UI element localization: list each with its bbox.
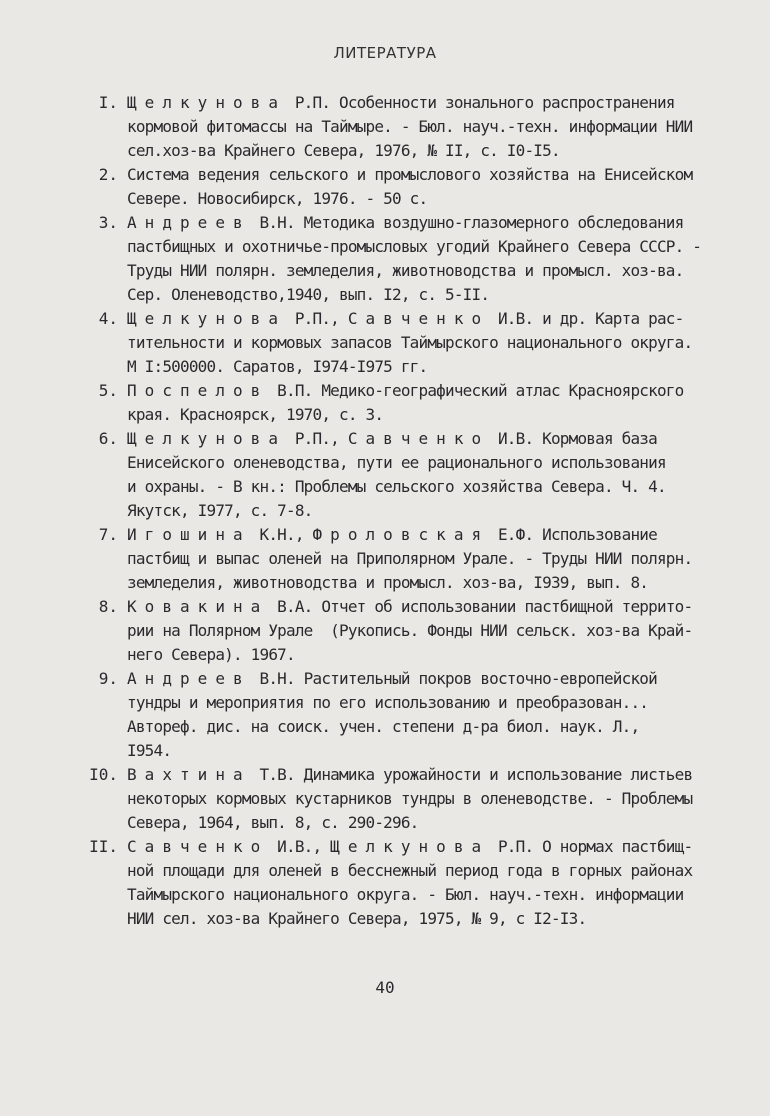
reference-item: [0, 211, 770, 307]
reference-line: В а х т и н а Т.В. Динамика урожайности и использование листьев: [127, 765, 693, 784]
reference-item: [0, 523, 770, 595]
reference-text: [127, 763, 759, 835]
reference-line: I954.: [127, 741, 172, 760]
reference-item: [0, 379, 770, 427]
reference-text: [127, 667, 759, 763]
reference-item: [0, 91, 770, 163]
reference-text: [127, 163, 759, 211]
reference-line: М I:500000. Саратов, I974-I975 гг.: [127, 357, 428, 376]
reference-line: С а в ч е н к о И.В., Щ е л к у н о в а Р.П. О нормах пастбищ-: [127, 837, 693, 856]
reference-number: 3.: [98, 213, 118, 232]
reference-line: А н д р е е в В.Н. Методика воздушно-глазомерного обследования: [127, 213, 684, 232]
reference-number: 8.: [98, 597, 118, 616]
reference-item: [0, 427, 770, 523]
reference-text: [127, 427, 759, 523]
reference-line: И г о ш и н а К.Н., Ф р о л о в с к а я Е.Ф. Использование: [127, 525, 657, 544]
reference-text: [127, 523, 759, 595]
reference-number: 2.: [98, 165, 118, 184]
reference-item: [0, 595, 770, 667]
reference-text: [127, 307, 759, 379]
reference-line: тительности и кормовых запасов Таймырского национального округа.: [127, 333, 693, 352]
reference-number: 9.: [98, 669, 118, 688]
reference-item: [0, 307, 770, 379]
reference-line: Щ е л к у н о в а Р.П., С а в ч е н к о И.В. и др. Карта рас-: [127, 309, 684, 328]
reference-number: I0.: [89, 765, 118, 784]
reference-line: и охраны. - В кн.: Проблемы сельского хозяйства Севера. Ч. 4.: [127, 477, 666, 496]
reference-line: Севере. Новосибирск, 1976. - 50 с.: [127, 189, 428, 208]
reference-text: [127, 91, 759, 163]
reference-text: [127, 595, 759, 667]
reference-line: кормовой фитомассы на Таймыре. - Бюл. науч.-техн. информации НИИ: [127, 117, 693, 136]
reference-number: I.: [98, 93, 118, 112]
reference-text: [127, 211, 759, 307]
reference-number: 6.: [98, 429, 118, 448]
reference-line: края. Красноярск, 1970, с. 3.: [127, 405, 384, 424]
reference-line: Таймырского национального округа. - Бюл. науч.-техн. информации: [127, 885, 684, 904]
reference-line: НИИ сел. хоз-ва Крайнего Севера, 1975, № 9, с I2-I3.: [127, 909, 587, 928]
reference-line: тундры и мероприятия по его использованию и преобразован...: [127, 693, 649, 712]
reference-item: [0, 763, 770, 835]
page-number: 40: [375, 978, 395, 997]
reference-item: [0, 835, 770, 931]
reference-line: ной площади для оленей в бесснежный период года в горных районах: [127, 861, 693, 880]
reference-line: сел.хоз-ва Крайнего Севера, 1976, № II, с. I0-I5.: [127, 141, 560, 160]
reference-number: 4.: [98, 309, 118, 328]
reference-line: А н д р е е в В.Н. Растительный покров восточно-европейской: [127, 669, 657, 688]
reference-line: пастбищных и охотничье-промысловых угодий Крайнего Севера СССР. -: [127, 237, 702, 256]
page-title: ЛИТЕРАТУРА: [333, 44, 437, 62]
reference-number: 5.: [98, 381, 118, 400]
reference-line: Щ е л к у н о в а Р.П., С а в ч е н к о И.В. Кормовая база: [127, 429, 657, 448]
reference-line: Якутск, I977, с. 7-8.: [127, 501, 313, 520]
reference-line: Система ведения сельского и промыслового хозяйства на Енисейском: [127, 165, 693, 184]
reference-line: Труды НИИ полярн. земледелия, животноводства и промысл. хоз-ва.: [127, 261, 684, 280]
reference-number: II.: [89, 837, 118, 856]
reference-item: [0, 163, 770, 211]
reference-line: П о с п е л о в В.П. Медико-географический атлас Красноярского: [127, 381, 684, 400]
reference-line: земледелия, животноводства и промысл. хоз-ва, I939, вып. 8.: [127, 573, 649, 592]
reference-line: рии на Полярном Урале (Рукопись. Фонды НИИ сельск. хоз-ва Край-: [127, 621, 693, 640]
reference-number: 7.: [98, 525, 118, 544]
reference-text: [127, 379, 759, 427]
reference-line: Енисейского оленеводства, пути ее рационального использования: [127, 453, 666, 472]
reference-line: пастбищ и выпас оленей на Приполярном Урале. - Труды НИИ полярн.: [127, 549, 693, 568]
reference-line: Щ е л к у н о в а Р.П. Особенности зонального распространения: [127, 93, 675, 112]
reference-list: [0, 91, 770, 931]
reference-line: Автореф. дис. на соиск. учен. степени д-ра биол. наук. Л.,: [127, 717, 640, 736]
reference-text: [127, 835, 759, 931]
reference-line: Севера, 1964, вып. 8, с. 290-296.: [127, 813, 419, 832]
reference-line: него Севера). 1967.: [127, 645, 295, 664]
reference-line: некоторых кормовых кустарников тундры в оленеводстве. - Проблемы: [127, 789, 693, 808]
reference-item: [0, 667, 770, 763]
reference-line: Сер. Оленеводство,1940, вып. I2, с. 5-II.: [127, 285, 490, 304]
reference-line: К о в а к и н а В.А. Отчет об использовании пастбищной террито-: [127, 597, 693, 616]
